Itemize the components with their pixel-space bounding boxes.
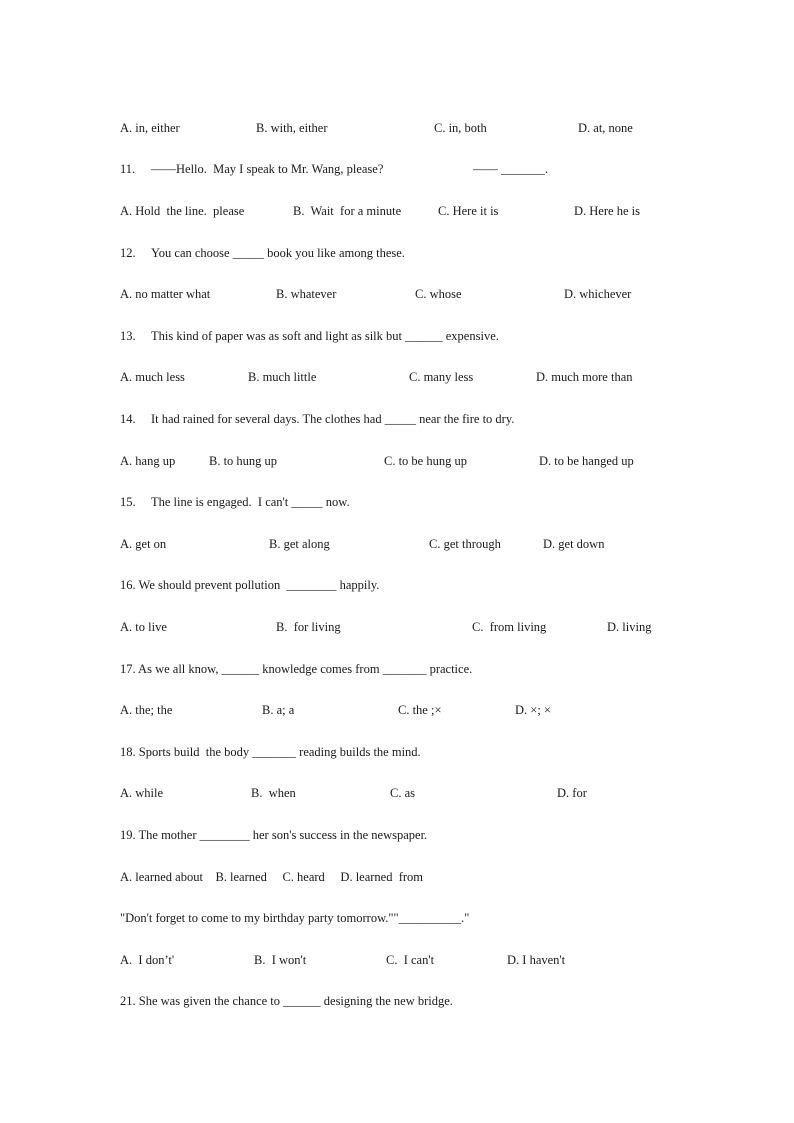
- option-a: A. in, either: [120, 121, 180, 135]
- option-c: C. as: [390, 786, 415, 800]
- options-row-19: [0, 867, 794, 887]
- options-row-14: [0, 451, 794, 471]
- option-d: D. for: [557, 786, 587, 800]
- option-d: D. living: [607, 620, 652, 634]
- option-b: B. for living: [276, 620, 341, 634]
- question-17: [0, 659, 794, 679]
- option-b: B. much little: [248, 370, 317, 384]
- question-14: [0, 409, 794, 429]
- question-16: [0, 575, 794, 595]
- option-b: B. when: [251, 786, 296, 800]
- question-text: This kind of paper was as soft and light as silk but ______ expensive.: [151, 329, 499, 343]
- question-text: 21. She was given the chance to ______ designing the new bridge.: [120, 994, 453, 1008]
- question-21: [0, 991, 794, 1011]
- question-text: ——Hello. May I speak to Mr. Wang, please?: [151, 162, 384, 176]
- option-a: A. to live: [120, 620, 167, 634]
- option-d: D. whichever: [564, 287, 632, 301]
- option-c: C. I can't: [386, 953, 435, 967]
- option-d: D. to be hanged up: [539, 454, 634, 468]
- option-a: A. Hold the line. please: [120, 204, 245, 218]
- option-a: A. I don’t': [120, 953, 175, 967]
- option-b: B. get along: [269, 537, 330, 551]
- question-18: [0, 742, 794, 762]
- question-number: 12.: [120, 246, 136, 260]
- question-number: 11.: [120, 162, 136, 176]
- option-a: A. hang up: [120, 454, 176, 468]
- option-c: C. from living: [472, 620, 547, 634]
- options-row-12: [0, 284, 794, 304]
- option-a: A. the; the: [120, 703, 173, 717]
- question-number: 14.: [120, 412, 136, 426]
- question-13: [0, 326, 794, 346]
- options-row-15: [0, 534, 794, 554]
- option-d: D. I haven't: [507, 953, 566, 967]
- option-b: B. I won't: [254, 953, 307, 967]
- option-d: D. much more than: [536, 370, 633, 384]
- option-c: C. in, both: [434, 121, 487, 135]
- question-reply: —— _______.: [473, 162, 548, 176]
- question-12: [0, 243, 794, 263]
- option-c: C. get through: [429, 537, 501, 551]
- question-text: You can choose _____ book you like among these.: [151, 246, 405, 260]
- question-text: 18. Sports build the body _______ reading builds the mind.: [120, 745, 421, 759]
- question-20: [0, 908, 794, 928]
- question-text: 16. We should prevent pollution ________ happily.: [120, 578, 380, 592]
- options-row-17: [0, 700, 794, 720]
- options-row-13: [0, 367, 794, 387]
- option-b: B. a; a: [262, 703, 295, 717]
- option-b: B. with, either: [256, 121, 328, 135]
- question-11: [0, 159, 794, 179]
- option-d: D. get down: [543, 537, 605, 551]
- option-a: A. get on: [120, 537, 167, 551]
- option-d: D. ×; ×: [515, 703, 551, 717]
- question-number: 13.: [120, 329, 136, 343]
- question-text: The line is engaged. I can't _____ now.: [151, 495, 350, 509]
- options-inline: A. learned about B. learned C. heard D. learned from: [120, 870, 424, 884]
- options-row-11: [0, 201, 794, 221]
- question-text: 19. The mother ________ her son's success in the newspaper.: [120, 828, 428, 842]
- option-c: C. the ;×: [398, 703, 442, 717]
- option-b: B. whatever: [276, 287, 337, 301]
- option-a: A. no matter what: [120, 287, 211, 301]
- option-b: B. to hung up: [209, 454, 278, 468]
- option-c: C. Here it is: [438, 204, 499, 218]
- option-c: C. to be hung up: [384, 454, 467, 468]
- option-d: D. at, none: [578, 121, 633, 135]
- option-a: A. much less: [120, 370, 185, 384]
- options-row-18: [0, 783, 794, 803]
- options-row-20: [0, 950, 794, 970]
- options-row-10: [0, 118, 794, 138]
- question-text: 17. As we all know, ______ knowledge comes from _______ practice.: [120, 662, 473, 676]
- option-c: C. whose: [415, 287, 462, 301]
- options-row-16: [0, 617, 794, 637]
- option-c: C. many less: [409, 370, 474, 384]
- question-text: It had rained for several days. The clothes had _____ near the fire to dry.: [151, 412, 515, 426]
- option-b: B. Wait for a minute: [293, 204, 402, 218]
- option-a: A. while: [120, 786, 164, 800]
- option-d: D. Here he is: [574, 204, 640, 218]
- question-number: 15.: [120, 495, 136, 509]
- question-19: [0, 825, 794, 845]
- question-text: "Don't forget to come to my birthday party tomorrow.""__________.": [120, 911, 470, 925]
- question-15: [0, 492, 794, 512]
